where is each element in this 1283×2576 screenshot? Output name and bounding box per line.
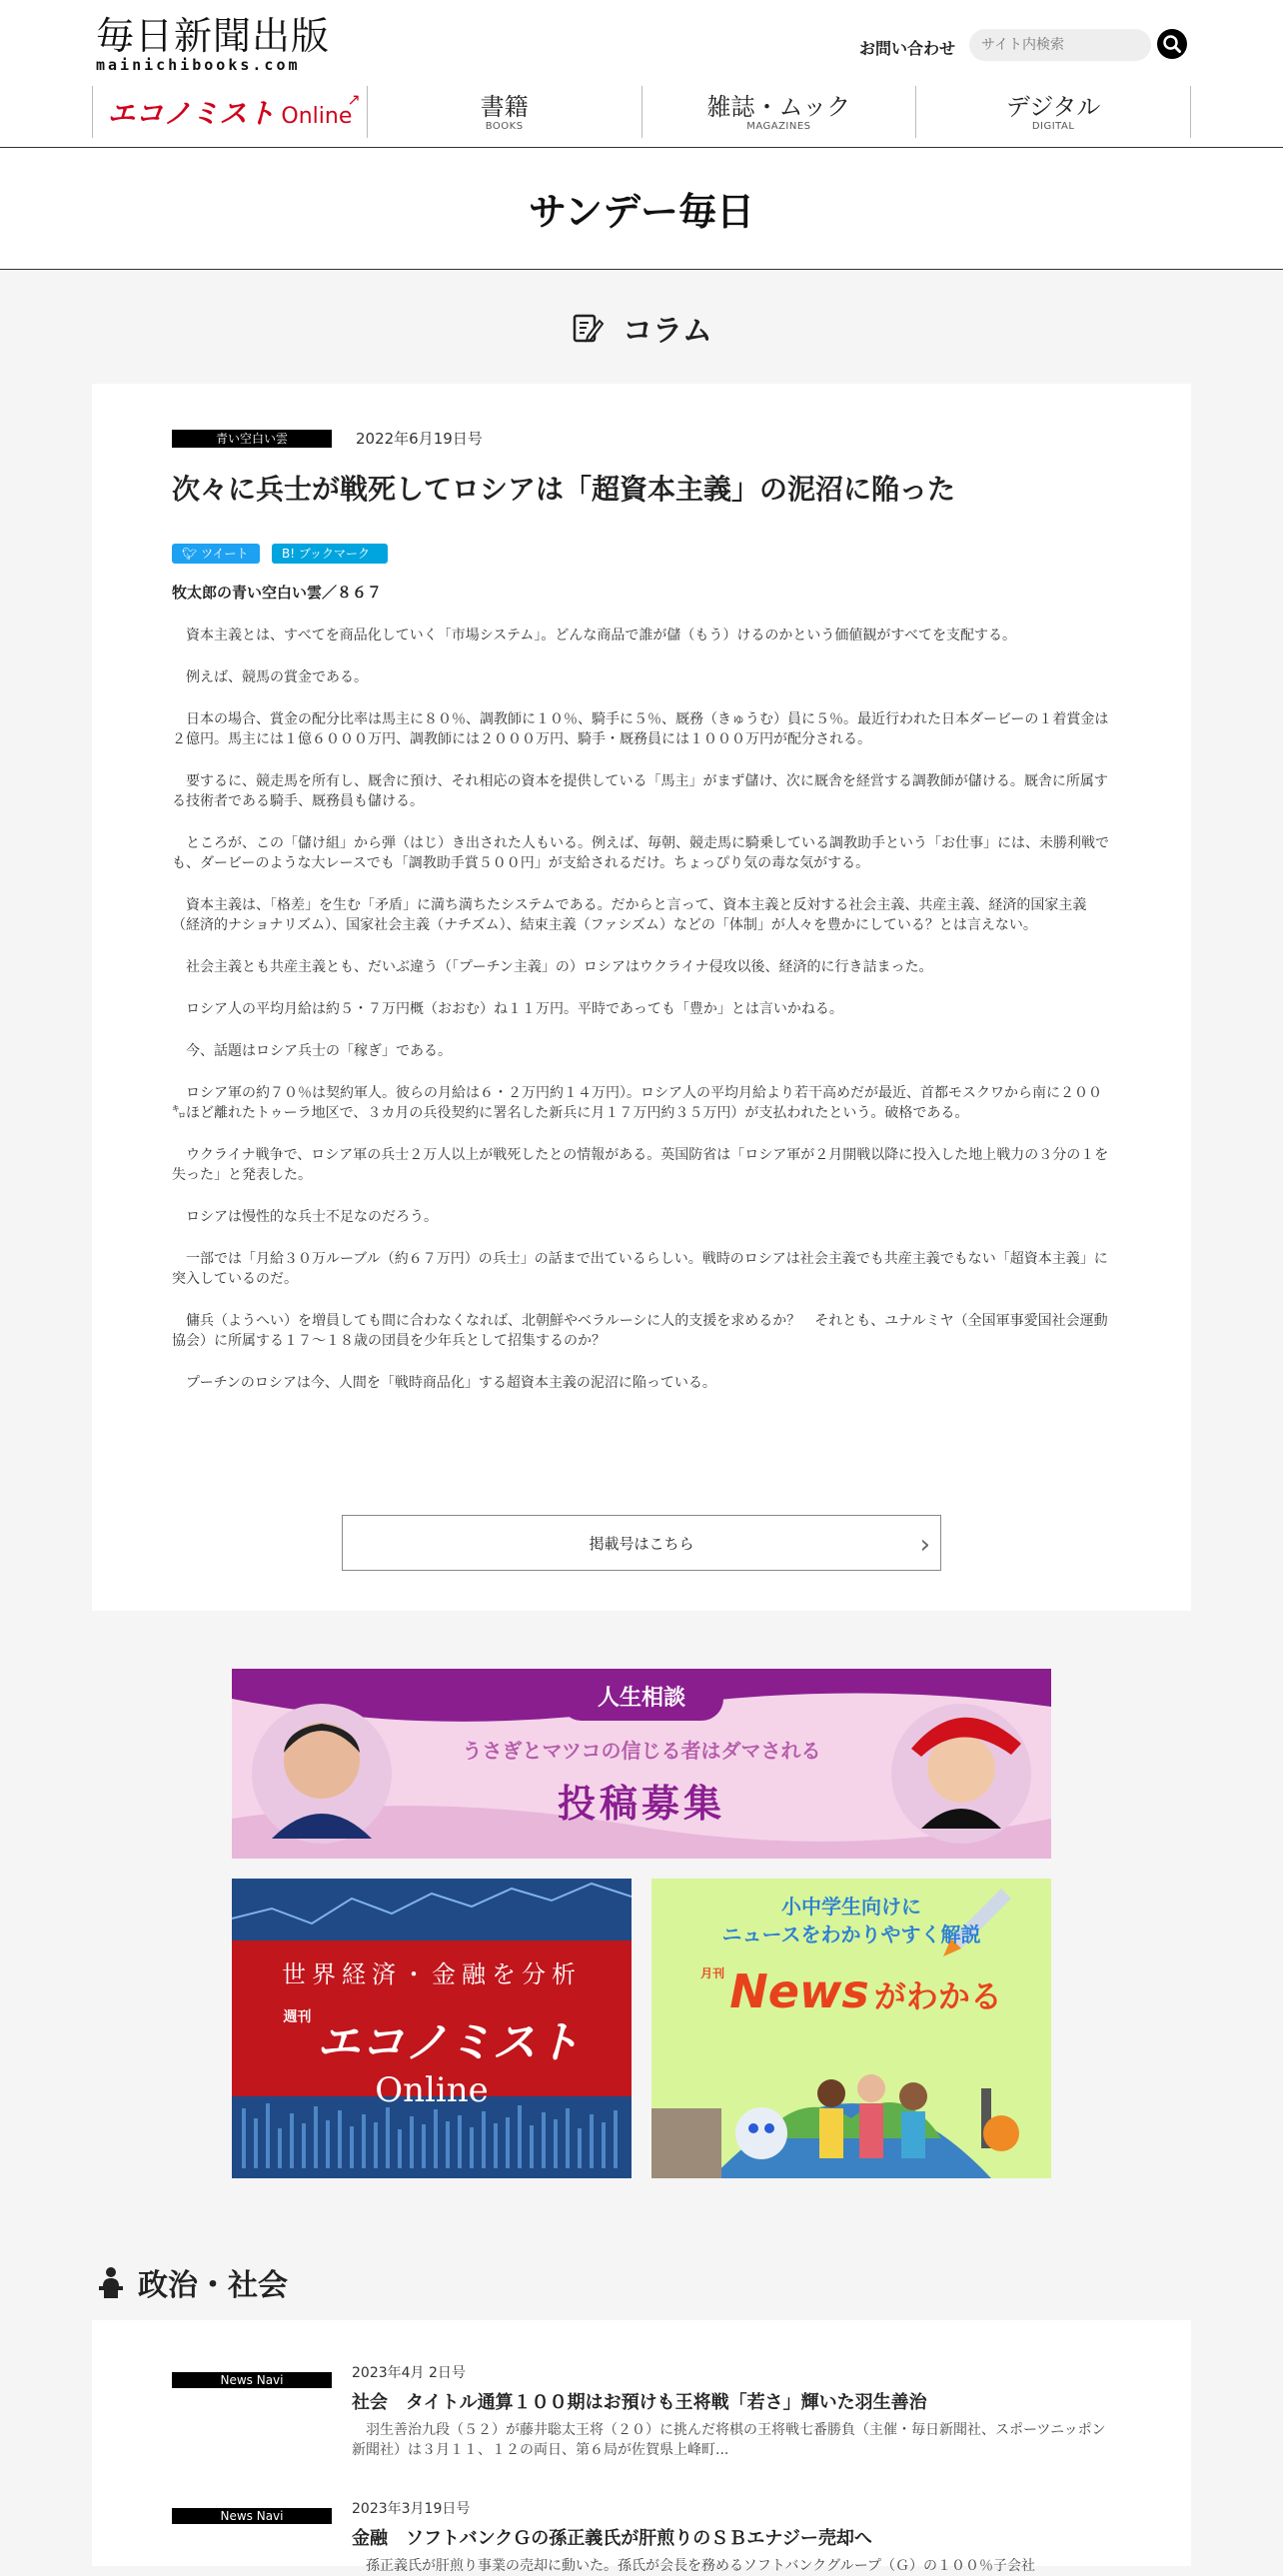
external-link-icon: ↗ xyxy=(347,90,361,109)
list-item-date: 2023年4月 2日号 xyxy=(352,2365,466,2381)
person-podium-icon xyxy=(96,2266,126,2298)
chevron-right-icon: › xyxy=(919,1530,930,1560)
nav-magazines-label: 雑誌・ムック xyxy=(706,92,851,121)
nav-digital-label: デジタル xyxy=(1005,92,1101,121)
consult-banner[interactable] xyxy=(232,1669,1051,1859)
news-banner-line2: ニュースをわかりやすく解説 xyxy=(721,1923,981,1946)
article-body xyxy=(172,626,1111,1415)
consult-main: 投稿募集 xyxy=(557,1782,725,1826)
site-logo[interactable] xyxy=(96,14,330,74)
search-button[interactable] xyxy=(1157,29,1187,59)
article-paragraph: ロシア軍の約７０％は契約軍人。彼らの月給は６・２万円約１４万円）。ロシア人の平均月給より若干高めだが最近、首都モスクワから南に２００㌔ほど離れたトゥーラ地区で、３カ月の兵役契約に署名した新兵に月１７万円約３５万円）が支払われたという。破格である。 xyxy=(172,1085,1102,1121)
news-banner-tagline xyxy=(651,1893,1051,1948)
logo-domain-text: mainichibooks.com xyxy=(96,56,301,74)
economist-online-logo xyxy=(107,92,352,132)
page-title-band xyxy=(0,148,1283,270)
news-badge: News Navi xyxy=(172,2508,332,2524)
article-paragraph: ところが、この「儲け組」から弾（はじ）き出された人もいる。例えば、毎朝、競走馬に騎乗している調教助手という「お仕事」には、未勝利戦でも、ダービーのような大レースでも「調教助手賞５００円」が支給されるだけ。ちょっぴり気の毒な気がする。 xyxy=(172,835,1109,871)
tweet-button[interactable] xyxy=(172,544,260,564)
economist-banner-logo xyxy=(232,2006,632,2110)
twitter-icon: 🐦︎ xyxy=(182,547,198,561)
list-item-summary: 孫正義氏が肝煎り事業の売却に動いた。孫氏が会長を務めるソフトバンクグループ（Ｇ）の１００％子会社 xyxy=(366,2558,1036,2574)
article-paragraph: 一部では「月給３０万ルーブル（約６７万円）の兵士」の話まで出ているらしい。戦時のロシアは社会主義でも共産主義でもない「超資本主義」に突入しているのだ。 xyxy=(172,1251,1108,1287)
economist-banner[interactable] xyxy=(232,1879,632,2178)
article-title: 次々に兵士が戦死してロシアは「超資本主義」の泥沼に陥った xyxy=(172,473,956,506)
article-paragraph: 日本の場合、賞金の配分比率は馬主に８０％、調教師に１０％、騎手に５％、厩務（きゅうむ）員に５％。最近行われた日本ダービーの１着賞金は２億円。馬主には１億６０００万円、調教師には２０００万円、騎手・厩務員には１０００万円が配分される。 xyxy=(172,711,1109,747)
article-paragraph: 今、話題はロシア兵士の「稼ぎ」である。 xyxy=(186,1043,452,1059)
nav-magazines-sub: MAGAZINES xyxy=(746,120,811,132)
search-icon xyxy=(1157,29,1187,59)
list-item-title[interactable]: 社会 タイトル通算１００期はお預けも王将戦「若さ」輝いた羽生善治 xyxy=(352,2392,927,2413)
consult-subtitle-a: うさぎとマツコの xyxy=(462,1739,622,1763)
news-banner-prefix: 月刊 xyxy=(700,1966,725,1980)
edit-note-icon xyxy=(571,311,605,345)
contact-link[interactable]: お問い合わせ xyxy=(859,39,956,58)
list-item-title[interactable]: 金融 ソフトバンクＧの孫正義氏が肝煎りのＳＢエナジー売却へ xyxy=(352,2528,872,2549)
article-paragraph: 資本主義とは、すべてを商品化していく「市場システム」。どんな商品で誰が儲（もう）けるのかという価値観がすべてを支配する。 xyxy=(186,628,1017,644)
economist-banner-prefix: 週刊 xyxy=(283,2009,312,2025)
section-title: コラム xyxy=(623,314,712,349)
article-paragraph: ウクライナ戦争で、ロシア軍の兵士２万人以上が戦死したとの情報がある。英国防省は「ロシア軍が２月開戦以降に投入した地上戦力の３分の１を失った」と発表した。 xyxy=(172,1147,1109,1183)
article-card xyxy=(92,384,1191,1611)
article-meta xyxy=(172,428,483,449)
news-badge: News Navi xyxy=(172,2372,332,2388)
economist-banner-top: 世界経済・金融を分析 xyxy=(282,1960,582,1988)
news-banner[interactable] xyxy=(651,1879,1051,2178)
issue-link-label: 掲載号はこちら xyxy=(589,1534,694,1553)
article-paragraph: 傭兵（ようへい）を増員しても間に合わなくなれば、北朝鮮やベラルーシに人的支援を求めるか？ それとも、ユナルミヤ（全国軍事愛国社会運動協会）に所属する１７〜１８歳の団員を少年兵として招集するのか？ xyxy=(172,1313,1108,1349)
economist-banner-online: Online xyxy=(375,2070,489,2110)
article-paragraph: プーチンのロシアは今、人間を「戦時商品化」する超資本主義の泥沼に陥っている。 xyxy=(186,1375,716,1391)
consult-subtitle-b: 信じる者はダマされる xyxy=(621,1739,821,1763)
politics-section-heading xyxy=(96,2260,288,2304)
article-byline: 牧太郎の青い空白い雲／８６７ xyxy=(172,584,383,602)
list-item-date: 2023年3月19日号 xyxy=(352,2501,471,2517)
nav-magazines[interactable] xyxy=(642,86,916,138)
article-paragraph: 資本主義は、「格差」を生む「矛盾」に満ち満ちたシステムである。だからと言って、資本主義と反対する社会主義、共産主義、経済的国家主義（経済的ナショナリズム）、国家社会主義（ナチズム）、結束主義（ファシズム）などの「体制」が人々を豊かにしている？とは言えない。 xyxy=(172,897,1087,933)
consult-subtitle xyxy=(232,1735,1051,1764)
article-paragraph: ロシア人の平均月給は約５・７万円概（おおむ）ね１１万円。平時であっても「豊か」とは言いかねる。 xyxy=(186,1001,843,1017)
list-item-body xyxy=(352,2498,1111,2576)
section-title: 政治・社会 xyxy=(138,2268,288,2303)
article-paragraph: 社会主義とも共産主義とも、だいぶ違う（「プーチン主義」の）ロシアはウクライナ侵攻以後、経済的に行き詰まった。 xyxy=(186,959,933,975)
news-banner-line1: 小中学生向けに xyxy=(781,1895,921,1919)
consult-tag: 人生相談 xyxy=(597,1686,685,1711)
news-banner-logo xyxy=(651,1964,1051,2018)
share-buttons xyxy=(172,544,388,581)
economist-online-word: Online xyxy=(281,104,353,129)
news-banner-brand: News xyxy=(729,1964,869,2018)
global-nav xyxy=(92,86,1191,138)
nav-books-sub: BOOKS xyxy=(485,120,524,132)
list-item-body xyxy=(352,2362,1111,2460)
tweet-label: ツイート xyxy=(201,547,249,561)
search-input[interactable] xyxy=(969,29,1151,61)
list-item-summary: 羽生善治九段（５２）が藤井聡太王将（２０）に挑んだ将棋の王将戦七番勝負（主催・毎日新聞社、スポーツニッポン新聞社）は３月１１、１２の両日、第６局が佐賀県上峰町... xyxy=(352,2422,1106,2458)
article-date: 2022年6月19日号 xyxy=(356,430,483,448)
page-title: サンデー毎日 xyxy=(528,190,755,234)
issue-link-button[interactable] xyxy=(342,1515,941,1571)
article-paragraph: ロシアは慢性的な兵士不足なのだろう。 xyxy=(186,1209,438,1225)
nav-digital[interactable] xyxy=(915,86,1191,138)
nav-books-label: 書籍 xyxy=(480,92,529,121)
hatena-bookmark-button[interactable]: B! ブックマーク 0 xyxy=(272,544,388,564)
nav-books[interactable] xyxy=(367,86,642,138)
logo-main-text: 毎日新聞出版 xyxy=(96,14,331,58)
news-list xyxy=(92,2320,1191,2574)
economist-brand: エコノミスト xyxy=(107,97,276,130)
news-banner-brand-suffix: がわかる xyxy=(873,1977,1002,2015)
nav-economist-online[interactable] xyxy=(92,86,367,138)
economist-banner-brand: エコノミスト xyxy=(316,2017,581,2068)
site-header xyxy=(0,0,1283,148)
column-heading xyxy=(0,300,1283,356)
nav-digital-sub: DIGITAL xyxy=(1031,120,1075,132)
article-paragraph: 例えば、競馬の賞金である。 xyxy=(186,669,368,685)
article-paragraph: 要するに、競走馬を所有し、厩舎に預け、それ相応の資本を提供している「馬主」がまず儲け、次に厩舎を経営する調教師が儲ける。厩舎に所属する技術者である騎手、厩務員も儲ける。 xyxy=(172,773,1108,809)
category-badge[interactable]: 青い空白い雲 xyxy=(172,430,332,448)
